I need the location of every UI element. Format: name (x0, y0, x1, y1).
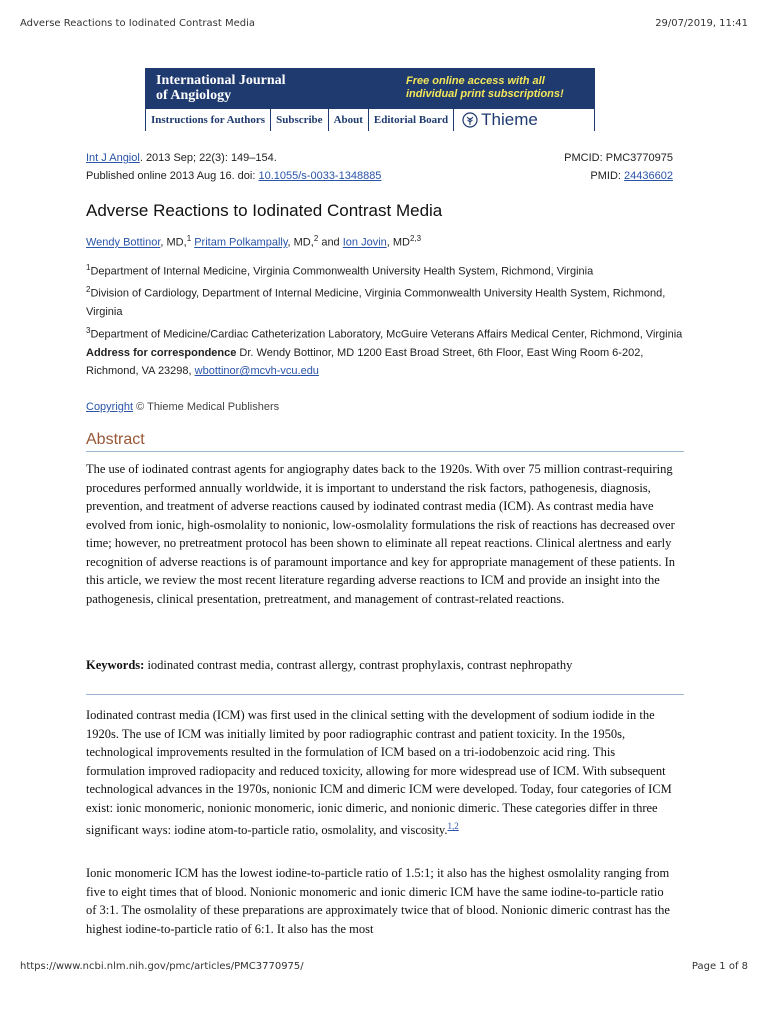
author-affil-ref: 2,3 (410, 234, 422, 243)
abstract-divider (86, 451, 684, 452)
print-header-datetime: 29/07/2019, 11:41 (655, 18, 748, 29)
affiliation-text: Division of Cardiology, Department of Internal Medicine, Virginia Commonwealth University Health System, Richmond, Virginia (86, 287, 666, 319)
doi-link[interactable]: 10.1055/s-0033-1348885 (258, 170, 382, 182)
abstract-heading: Abstract (86, 431, 145, 448)
nav-instructions-for-authors[interactable]: Instructions for Authors (146, 109, 271, 131)
copyright-link[interactable]: Copyright (86, 401, 134, 413)
promo-line1: Free online access with all (406, 75, 545, 87)
subscription-promo[interactable] (406, 75, 586, 101)
affiliation-item (86, 259, 686, 281)
affiliation-text: Department of Medicine/Cardiac Catheterization Laboratory, McGuire Veterans Affairs Medical Center, Richmond, Virginia (90, 328, 683, 341)
affiliation-number: 1 (86, 263, 91, 272)
affiliation-item (86, 281, 686, 322)
intro-paragraph-1 (86, 706, 676, 840)
author-degree: , MD (386, 236, 410, 249)
journal-link[interactable]: Int J Angiol (86, 152, 140, 164)
keywords-label: Keywords: (86, 658, 145, 672)
thieme-logo[interactable] (454, 109, 538, 131)
copyright-text: © Thieme Medical Publishers (133, 401, 280, 413)
pmid-line (590, 167, 673, 185)
author-affil-ref: 1 (186, 234, 192, 243)
journal-name-line2: of Angiology (156, 88, 232, 103)
affiliation-number: 2 (86, 285, 91, 295)
journal-banner (145, 68, 595, 131)
intro-paragraph-2: Ionic monomeric ICM has the lowest iodine-to-particle ratio of 1.5:1; it also has the highest osmolality ranging from five to eight times that of blood. Nonionic monomeric and ionic dimeric ICM have the same iodine-to-particle ratio of 3:1. The osmolality of these preparations are approximately twice that of blood. Nonionic dimeric contrast has the highest iodine-to-particle ratio of 6:1. It also has the most (86, 866, 670, 936)
correspondence-email-link[interactable]: wbottinor@mcvh-vcu.edu (194, 365, 319, 378)
copyright-line (86, 401, 279, 413)
published-line (86, 167, 381, 185)
journal-name-line1: International Journal (156, 73, 286, 88)
print-header (20, 18, 748, 29)
pmcid: PMCID: PMC3770975 (564, 152, 673, 164)
citation-details: . 2013 Sep; 22(3): 149–154. (139, 152, 277, 164)
nav-subscribe[interactable]: Subscribe (271, 109, 328, 131)
paragraph-text: Iodinated contrast media (ICM) was first used in the clinical setting with the development of sodium iodide in the 1920s. The use of ICM was initially limited by poor radiographic contrast and patient toxicity. In the 1950s, technological improvements resulted in the formulation of ICM based on a tri-iodobenzoic acid ring. This formulation improved radiopacity and reduced toxicity, allowing for more widespread use of ICM. With subsequent technological advances in the 1970s, nonionic ICM and dimeric ICM were developed. Today, four categories of ICM exist: ionic monomeric, nonionic monomeric, ionic dimeric, and nonionic dimeric. These categories differ in three significant ways: iodine atom-to-particle ratio, osmolality, and viscosity. (86, 708, 672, 838)
keywords (86, 656, 676, 675)
page-number: Page 1 of 8 (691, 961, 748, 972)
correspondence (86, 344, 686, 381)
section-divider (86, 694, 684, 695)
correspondence-address: Dr. Wendy Bottinor, MD 1200 East Broad Street, 6th Floor, East Wing Room 6-202, Richmond, VA 23298, (86, 346, 644, 378)
banner-nav (146, 109, 594, 131)
affiliation-text: Department of Internal Medicine, Virginia Commonwealth University Health System, Richmond, Virginia (90, 265, 594, 278)
correspondence-label: Address for correspondence (86, 346, 237, 359)
thieme-tree-icon (462, 112, 478, 128)
pmid-label: PMID: (590, 170, 625, 182)
authors-conjunction: and (318, 236, 343, 249)
author-degree: , MD, (160, 236, 187, 249)
author-link[interactable]: Wendy Bottinor (86, 236, 161, 249)
thieme-wordmark: Thieme (481, 110, 538, 129)
reference-link[interactable]: 1,2 (447, 821, 459, 831)
banner-top[interactable] (146, 69, 594, 109)
affiliation-item (86, 322, 686, 344)
nav-editorial-board[interactable]: Editorial Board (369, 109, 454, 131)
affiliations (86, 259, 686, 381)
author-link[interactable]: Pritam Polkampally (194, 236, 288, 249)
citation-line (86, 149, 277, 167)
article-title: Adverse Reactions to Iodinated Contrast Media (86, 201, 443, 220)
author-affil-ref: 2 (313, 234, 319, 243)
author-link[interactable]: Ion Jovin (342, 236, 387, 249)
pmid-link[interactable]: 24436602 (624, 170, 673, 182)
published-prefix: Published online 2013 Aug 16. doi: (86, 170, 259, 182)
author-list (86, 234, 421, 249)
abstract-text: The use of iodinated contrast agents for angiography dates back to the 1920s. With over 75 million contrast-requiring procedures performed annually worldwide, it is important to understand the risk factors, pathogenesis, diagnosis, prevention, and treatment of adverse reactions caused by iodinated contrast media (ICM). As contrast media have evolved from ionic, high-osmolality to nonionic, low-osmolality formulations the risk of reactions has decreased over time; however, no pretreatment protocol has been shown to eliminate all repeat reactions. Clinical alertness and early recognition of adverse reactions is of paramount importance and key for appropriate management of these patients. In this article, we review the most recent literature regarding adverse reactions to ICM and provide an insight into the pathogenesis, clinical presentation, pretreatment, and management of contrast-related reactions. (86, 462, 676, 606)
nav-about[interactable]: About (329, 109, 369, 131)
print-footer (20, 961, 748, 972)
keywords-text: iodinated contrast media, contrast allergy, contrast prophylaxis, contrast nephropathy (144, 658, 573, 672)
print-header-title: Adverse Reactions to Iodinated Contrast Media (20, 18, 255, 29)
page-url: https://www.ncbi.nlm.nih.gov/pmc/articles/PMC3770975/ (20, 961, 304, 972)
author-degree: , MD, (287, 236, 314, 249)
promo-line2: individual print subscriptions! (406, 88, 564, 100)
journal-name[interactable] (156, 73, 356, 103)
affiliation-number: 3 (86, 325, 91, 335)
